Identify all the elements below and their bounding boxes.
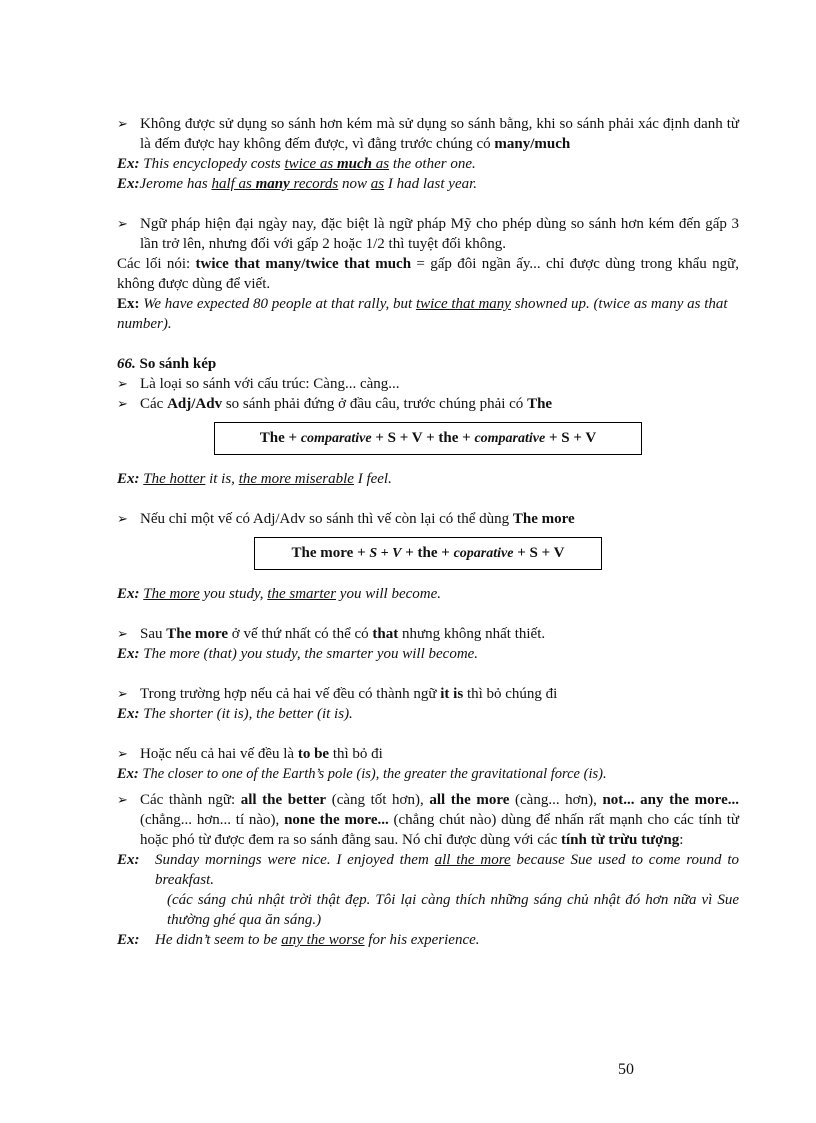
bullet-item: ➢ Là loại so sánh với cấu trúc: Càng... càng... bbox=[117, 376, 400, 392]
bullet-item: ➢ Các thành ngữ: all the better (càng tốt hơn), all the more (càng... hơn), not... any the more... (chẳng... hơn... tí nào), none the more... (chẳng chút nào) dùng để nhấn rất mạnh cho các tính từ hoặc phó từ được đem ra so sánh đằng sau. Nó chỉ được dùng với các tính từ trừu tượng: bbox=[117, 792, 739, 848]
bullet-item: ➢ Nếu chỉ một vế có Adj/Adv so sánh thì vế còn lại có thể dùng The more bbox=[117, 511, 575, 527]
bullet-item: ➢ Hoặc nếu cả hai vế đều là to be thì bỏ đi bbox=[117, 746, 383, 762]
formula-box: The + comparative + S + V + the + comparative + S + V bbox=[214, 422, 642, 455]
example-line: Ex: He didn’t seem to be any the worse for his experience. bbox=[117, 932, 480, 948]
bullet-item: ➢ Trong trường hợp nếu cả hai vế đều có thành ngữ it is thì bỏ chúng đi bbox=[117, 686, 558, 702]
arrow-bullet-icon: ➢ bbox=[117, 116, 128, 131]
arrow-bullet-icon: ➢ bbox=[117, 511, 128, 526]
bullet-item: ➢ Ngữ pháp hiện đại ngày nay, đặc biệt là ngữ pháp Mỹ cho phép dùng so sánh hơn kém đến gấp 3 lần trở lên, nhưng đối với gấp 2 hoặc 1/2 thì tuyệt đối không. bbox=[117, 216, 739, 252]
arrow-bullet-icon: ➢ bbox=[117, 792, 128, 807]
bullet-item: ➢ Các Adj/Adv so sánh phải đứng ở đầu câu, trước chúng phải có The bbox=[117, 396, 553, 412]
document-body bbox=[117, 114, 739, 950]
arrow-bullet-icon: ➢ bbox=[117, 626, 128, 641]
example-line: Ex: The more you study, the smarter you will become. bbox=[117, 586, 442, 602]
example-line: Ex: The closer to one of the Earth’s pole (is), the greater the gravitational force (is). bbox=[117, 766, 607, 782]
translation-line: (các sáng chủ nhật trời thật đẹp. Tôi lại càng thích những sáng chủ nhật đó hơn nữa vì Sue thường ghé qua ăn sáng.) bbox=[167, 892, 739, 928]
example-line: Ex: The more (that) you study, the smarter you will become. bbox=[117, 646, 479, 662]
example-line: Ex: We have expected 80 people at that rally, but twice that many showned up. (twice as many as that number). bbox=[117, 296, 728, 332]
example-line: Ex: The hotter it is, the more miserable I feel. bbox=[117, 471, 392, 487]
formula-box: The more + S + V + the + coparative + S + V bbox=[254, 537, 602, 570]
bullet-item: ➢ Sau The more ở vế thứ nhất có thể có that nhưng không nhất thiết. bbox=[117, 626, 546, 642]
paragraph: Các lối nói: twice that many/twice that much = gấp đôi ngần ấy... chỉ được dùng trong khẩu ngữ, không được dùng để viết. bbox=[117, 256, 739, 292]
example-line: Ex:Jerome has half as many records now as I had last year. bbox=[117, 176, 478, 192]
arrow-bullet-icon: ➢ bbox=[117, 686, 128, 701]
arrow-bullet-icon: ➢ bbox=[117, 746, 128, 761]
example-block: Ex: Sunday mornings were nice. I enjoyed them all the more because Sue used to come round to breakfast. bbox=[117, 852, 739, 888]
page-number: 50 bbox=[618, 1061, 634, 1078]
arrow-bullet-icon: ➢ bbox=[117, 216, 128, 231]
section-heading: 66. So sánh kép bbox=[117, 356, 217, 372]
example-line: Ex: This encyclopedy costs twice as much as the other one. bbox=[117, 156, 476, 172]
example-line: Ex: The shorter (it is), the better (it is). bbox=[117, 706, 353, 722]
bullet-item: ➢ Không được sử dụng so sánh hơn kém mà sử dụng so sánh bằng, khi so sánh phải xác định danh từ là đếm được hay không đếm được, vì đằng trước chúng có many/much bbox=[117, 116, 739, 152]
arrow-bullet-icon: ➢ bbox=[117, 376, 128, 391]
arrow-bullet-icon: ➢ bbox=[117, 396, 128, 411]
